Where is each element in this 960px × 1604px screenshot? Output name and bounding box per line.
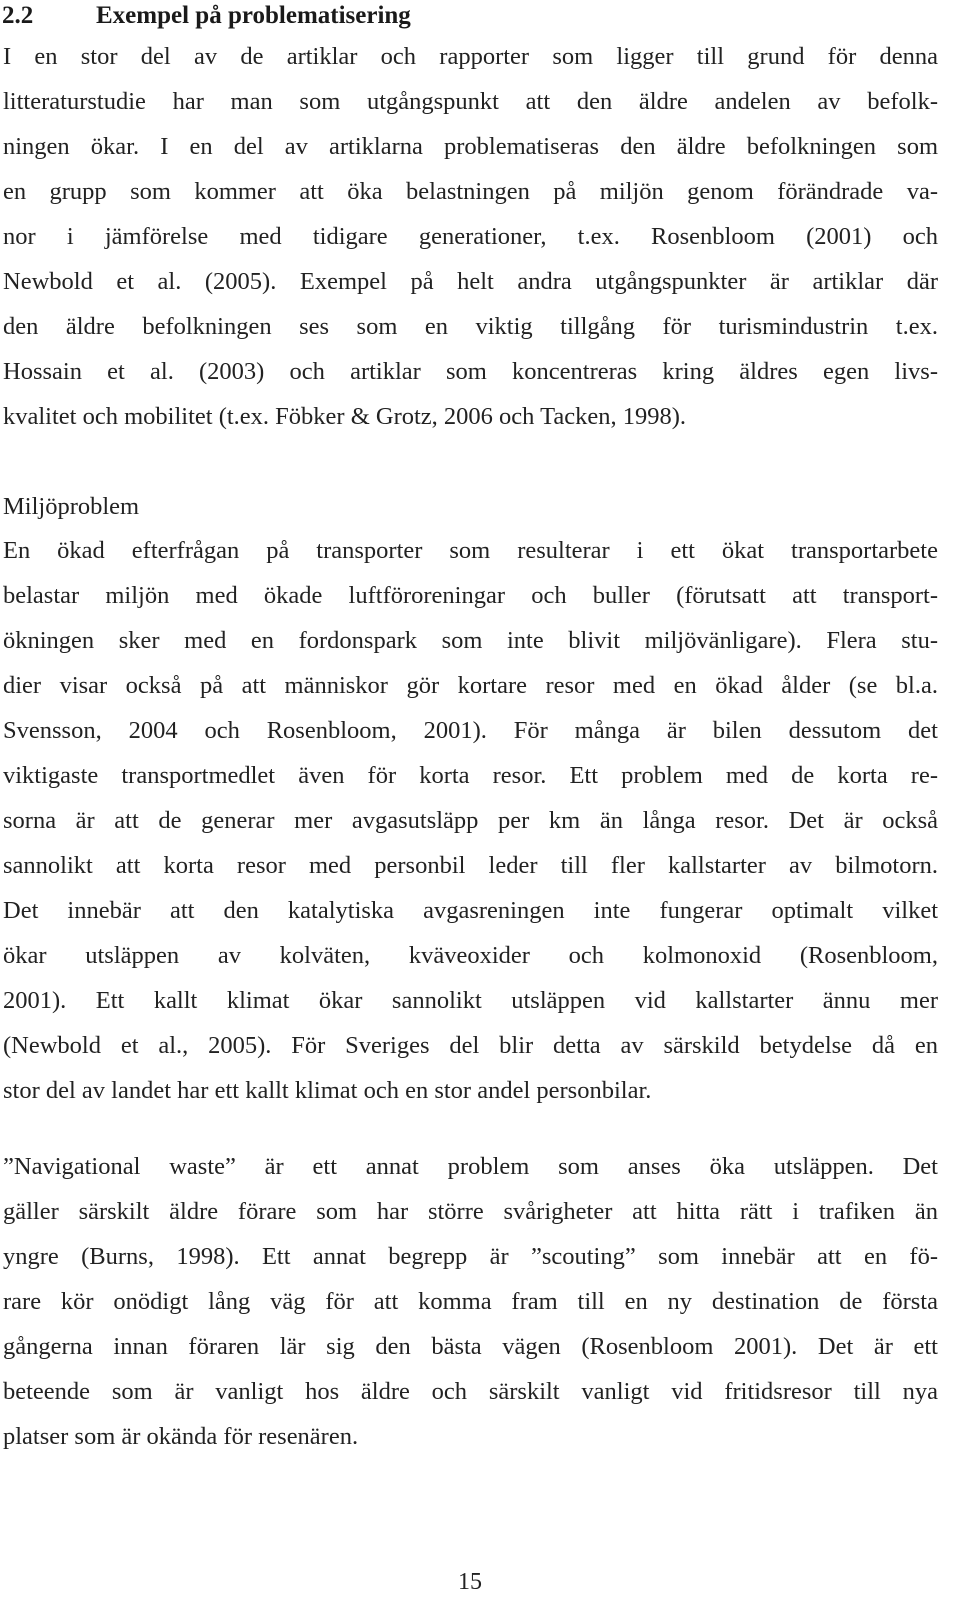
text-line: En ökad efterfrågan på transporter som resulterar i ett ökat transportarbete bbox=[3, 537, 938, 564]
text-line: kvalitet och mobilitet (t.ex. Föbker & Grotz, 2006 och Tacken, 1998). bbox=[3, 403, 686, 430]
text-line: rare kör onödigt lång väg för att komma fram till en ny destination de första bbox=[3, 1288, 938, 1315]
text-line: gångerna innan föraren lär sig den bästa vägen (Rosenbloom 2001). Det är ett bbox=[3, 1333, 938, 1360]
text-line: den äldre befolkningen ses som en viktig tillgång för turismindustrin t.ex. bbox=[3, 313, 938, 340]
text-line: dier visar också på att människor gör kortare resor med en ökad ålder (se bl.a. bbox=[3, 672, 938, 699]
text-line: Newbold et al. (2005). Exempel på helt andra utgångspunkter är artiklar där bbox=[3, 268, 938, 295]
section-heading bbox=[2, 0, 411, 32]
text-line: Svensson, 2004 och Rosenbloom, 2001). För många är bilen dessutom det bbox=[3, 717, 938, 744]
intro-paragraph bbox=[3, 34, 938, 439]
text-line: 2001). Ett kallt klimat ökar sannolikt utsläppen vid kallstarter ännu mer bbox=[3, 987, 938, 1014]
text-line: sorna är att de generar mer avgasutsläpp per km än långa resor. Det är också bbox=[3, 807, 938, 834]
text-line: belastar miljön med ökade luftföroreningar och buller (förutsatt att transport- bbox=[3, 582, 938, 609]
text-line: beteende som är vanligt hos äldre och särskilt vanligt vid fritidsresor till nya bbox=[3, 1378, 938, 1405]
text-line: nor i jämförelse med tidigare generationer, t.ex. Rosenbloom (2001) och bbox=[3, 223, 938, 250]
text-line: en grupp som kommer att öka belastningen på miljön genom förändrade va- bbox=[3, 178, 938, 205]
text-line: (Newbold et al., 2005). För Sveriges del blir detta av särskild betydelse då en bbox=[3, 1032, 938, 1059]
text-line: platser som är okända för resenären. bbox=[3, 1423, 359, 1450]
text-line: Hossain et al. (2003) och artiklar som koncentreras kring äldres egen livs- bbox=[3, 358, 938, 385]
text-line: I en stor del av de artiklar och rapporter som ligger till grund för denna bbox=[3, 43, 938, 70]
text-line: ningen ökar. I en del av artiklarna problematiseras den äldre befolkningen som bbox=[3, 133, 938, 160]
text-line: gäller särskilt äldre förare som har större svårigheter att hitta rätt i trafiken än bbox=[3, 1198, 938, 1225]
section-number: 2.2 bbox=[2, 2, 34, 29]
text-line: stor del av landet har ett kallt klimat och en stor andel personbilar. bbox=[3, 1077, 652, 1104]
text-line: ”Navigational waste” är ett annat problem som anses öka utsläppen. Det bbox=[3, 1153, 938, 1180]
page-number: 15 bbox=[458, 1569, 482, 1595]
text-line: ökar utsläppen av kolväten, kväveoxider och kolmonoxid (Rosenbloom, bbox=[3, 942, 938, 969]
section-title: Exempel på problematisering bbox=[96, 2, 411, 29]
text-line: viktigaste transportmedlet även för korta resor. Ett problem med de korta re- bbox=[3, 762, 938, 789]
text-line: Det innebär att den katalytiska avgasreningen inte fungerar optimalt vilket bbox=[3, 897, 938, 924]
text-line: ökningen sker med en fordonspark som inte blivit miljövänligare). Flera stu- bbox=[3, 627, 938, 654]
environment-paragraph bbox=[3, 528, 938, 1113]
text-line: litteraturstudie har man som utgångspunkt att den äldre andelen av befolk- bbox=[3, 88, 938, 115]
subsection-heading: Miljöproblem bbox=[3, 493, 140, 520]
navigation-paragraph bbox=[3, 1144, 938, 1459]
text-line: yngre (Burns, 1998). Ett annat begrepp är ”scouting” som innebär att en fö- bbox=[3, 1243, 938, 1270]
text-line: sannolikt att korta resor med personbil leder till fler kallstarter av bilmotorn. bbox=[3, 852, 938, 879]
